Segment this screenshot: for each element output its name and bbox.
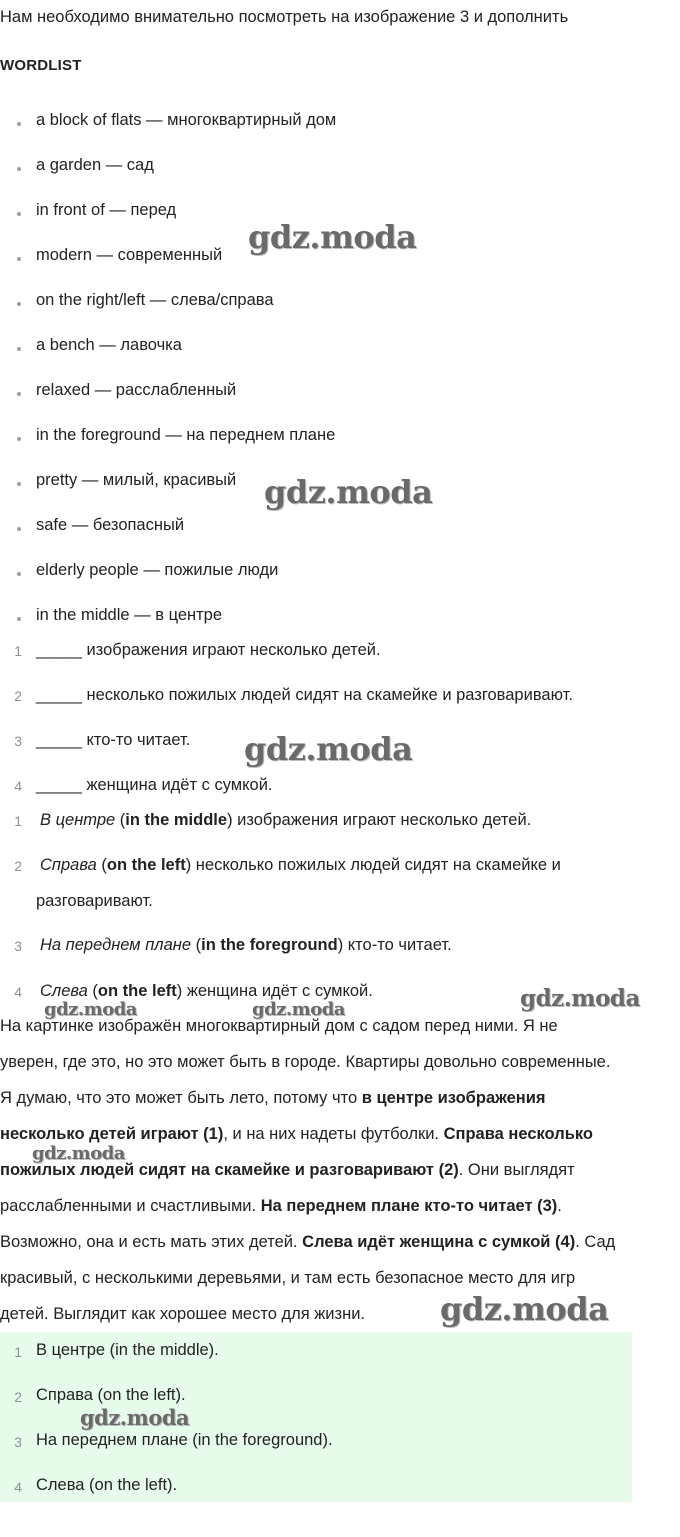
answer-item: Слева (on the left).	[36, 1476, 178, 1494]
en-phrase: in the foreground	[201, 936, 338, 954]
filled-sentence: Справа (on the left) несколько пожилых людей сидят на скамейке и	[40, 856, 561, 874]
ru-phrase: Справа	[40, 856, 97, 874]
story-bold: несколько детей играют (1)	[0, 1125, 224, 1143]
bullet	[17, 302, 21, 306]
story-text: расслабленными и счастливыми.	[0, 1197, 261, 1215]
sentence-rest: женщина идёт с сумкой.	[182, 982, 373, 1000]
item-number: 3	[14, 938, 22, 954]
answer-item: Справа (on the left).	[36, 1386, 186, 1404]
bullet	[17, 347, 21, 351]
watermark: gdz.moda	[252, 999, 345, 1020]
watermark: gdz.moda	[440, 1290, 609, 1328]
list-item: safe — безопасный	[36, 516, 185, 534]
answer-item: На переднем плане (in the foreground).	[36, 1431, 333, 1449]
story-text: .	[557, 1197, 562, 1215]
ru-phrase: На переднем плане	[40, 936, 192, 954]
sentence-rest: несколько пожилых людей сидят на скамейке и	[191, 856, 561, 874]
item-number: 4	[14, 984, 22, 1000]
watermark: gdz.moda	[32, 1143, 125, 1164]
watermark: gdz.moda	[248, 218, 417, 256]
story-line	[0, 1089, 546, 1108]
story-line	[0, 1233, 615, 1252]
list-item: in the middle — в центре	[36, 606, 223, 624]
watermark: gdz.moda	[520, 985, 640, 1012]
item-number: 3	[14, 1434, 22, 1450]
story-line	[0, 1197, 562, 1216]
watermark: gdz.moda	[244, 730, 413, 768]
story-line: детей. Выглядит как хорошее место для жизни.	[0, 1305, 365, 1323]
filled-sentence: На переднем плане (in the foreground) кто-то читает.	[40, 936, 452, 954]
list-item: pretty — милый, красивый	[36, 471, 237, 489]
watermark: gdz.moda	[44, 999, 137, 1020]
task-sentence: _____ изображения играют несколько детей.	[36, 641, 381, 659]
item-number: 1	[14, 643, 22, 659]
item-number: 4	[14, 778, 22, 794]
story-text: Возможно, она и есть мать этих детей.	[0, 1233, 303, 1251]
intro-text: Нам необходимо внимательно посмотреть на изображение 3 и дополнить	[0, 8, 569, 26]
answer-item: В центре (in the middle).	[36, 1341, 219, 1359]
list-item: in front of — перед	[36, 201, 177, 219]
sentence-rest: изображения играют несколько детей.	[232, 811, 532, 829]
wordlist-heading: WORDLIST	[0, 57, 82, 74]
en-phrase: on the left	[106, 856, 186, 874]
task-sentence: _____ кто-то читает.	[36, 731, 191, 749]
story-bold: Справа несколько	[443, 1125, 593, 1143]
item-number: 1	[14, 1344, 22, 1360]
story-text: , и на них надеты футболки.	[223, 1125, 444, 1143]
list-item: elderly people — пожилые люди	[36, 561, 279, 579]
story-text: . Они выглядят	[458, 1161, 575, 1179]
bullet	[17, 437, 21, 441]
bullet	[17, 392, 21, 396]
bullet	[17, 527, 21, 531]
story-line	[0, 1125, 593, 1144]
list-item: modern — современный	[36, 246, 223, 264]
sentence-continuation: разговаривают.	[36, 892, 153, 910]
story-line: уверен, где это, но это может быть в городе. Квартиры довольно современные.	[0, 1053, 611, 1071]
list-item: a bench — лавочка	[36, 336, 182, 354]
list-item: a garden — сад	[36, 156, 154, 174]
story-bold: в центре изображения	[361, 1089, 546, 1107]
bullet	[17, 122, 21, 126]
story-line: На картинке изображён многоквартирный дом с садом перед ними. Я не	[0, 1017, 558, 1035]
task-sentence: _____ несколько пожилых людей сидят на скамейке и разговаривают.	[36, 686, 573, 704]
item-number: 1	[14, 813, 22, 829]
bullet	[17, 572, 21, 576]
watermark: gdz.moda	[264, 473, 433, 511]
watermark: gdz.moda	[80, 1405, 190, 1430]
story-line: красивый, с несколькими деревьями, и там есть безопасное место для игр	[0, 1269, 576, 1287]
story-bold: Слева идёт женщина с сумкой (4)	[302, 1233, 576, 1251]
story-bold: пожилых людей сидят на скамейке и разговаривают (2)	[0, 1161, 459, 1179]
bullet	[17, 167, 21, 171]
list-item: relaxed — расслабленный	[36, 381, 237, 399]
en-phrase: on the left	[97, 982, 177, 1000]
story-text: . Сад	[575, 1233, 616, 1251]
filled-sentence: Слева (on the left) женщина идёт с сумкой.	[40, 982, 373, 1000]
filled-sentence: В центре (in the middle) изображения играют несколько детей.	[40, 811, 532, 829]
bullet	[17, 257, 21, 261]
item-number: 3	[14, 733, 22, 749]
item-number: 2	[14, 688, 22, 704]
bullet	[17, 482, 21, 486]
sentence-rest: кто-то читает.	[343, 936, 452, 954]
story-bold: На переднем плане кто-то читает (3)	[260, 1197, 558, 1215]
en-phrase: in the middle	[125, 811, 228, 829]
task-sentence: _____ женщина идёт с сумкой.	[36, 776, 273, 794]
bullet	[17, 212, 21, 216]
ru-phrase: Слева	[40, 982, 88, 1000]
item-number: 2	[14, 1389, 22, 1405]
list-item: on the right/left — слева/справа	[36, 291, 274, 309]
list-item: a block of flats — многоквартирный дом	[36, 111, 337, 129]
item-number: 4	[14, 1479, 22, 1495]
list-item: in the foreground — на переднем плане	[36, 426, 336, 444]
story-text: Я думаю, что это может быть лето, потому что	[0, 1089, 362, 1107]
item-number: 2	[14, 858, 22, 874]
ru-phrase: В центре	[40, 811, 116, 829]
bullet	[17, 617, 21, 621]
